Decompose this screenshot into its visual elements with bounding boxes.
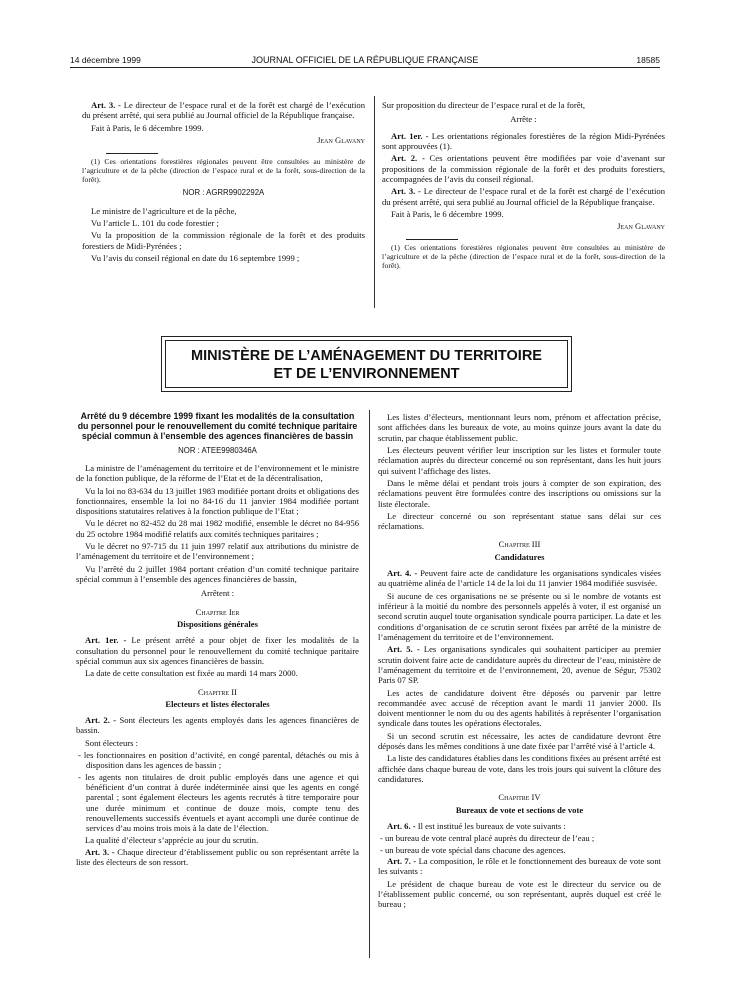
top-left-column xyxy=(82,100,365,265)
article-4: Art. 4. - Peuvent faire acte de candidature les organisations syndicales visées au quatrième alinéa de l’article 14 de la loi du 11 janvier 1984 modifiée susvisée. xyxy=(378,568,661,589)
column-divider xyxy=(369,410,370,958)
article-6: Art. 6. - Il est institué les bureaux de vote suivants : xyxy=(387,820,566,831)
chapter-4-title: Bureaux de vote et sections de vote xyxy=(455,804,584,815)
paragraph: Sont électeurs : xyxy=(85,737,138,748)
header-date: 14 décembre 1999 xyxy=(70,55,141,65)
footnote-rule xyxy=(406,239,458,240)
list-item: - les agents non titulaires de droit public employés dans une agence et qui bénéficient d’un contrat à durée indéterminée ainsi que les agents en congé parental ; sont également électeurs les agents recrutés à titre temporaire pour une durée minimum et continue de douze mois, compte tenu des renouvellements successifs éventuels et ayant accompli une durée continue de services d’au moins trois mois à la date de l’élection. xyxy=(78,771,359,834)
nor-reference: NOR : ATEE9980346A xyxy=(178,445,257,455)
chapter-1-title: Dispositions générales xyxy=(177,618,258,629)
paragraph: Vu l’article L. 101 du code forestier ; xyxy=(91,218,219,229)
top-right-column xyxy=(382,100,665,273)
chapter-2-title: Electeurs et listes électorales xyxy=(165,698,270,709)
paragraph: Si aucune de ces organisations ne se présente ou si le nombre de votants est inférieur à la moitié du nombre des personnels appelés à voter, il est organisé un second scrutin auquel toute organisation syndicale pourra participer. La date et les conditions d’organisation de ce scrutin seront fixées par arrêté de la ministre de l’aménagement du territoire et de l’environnement. xyxy=(378,590,661,642)
signature: Jean Glavany xyxy=(617,221,665,232)
ministry-line-1: MINISTÈRE DE L’AMÉNAGEMENT DU TERRITOIRE xyxy=(191,348,542,364)
paragraph: Vu l’avis du conseil régional en date du 16 septembre 1999 ; xyxy=(91,253,300,263)
ministry-line-2: ET DE L’ENVIRONNEMENT xyxy=(273,366,460,382)
chapter-3-title: Candidatures xyxy=(494,551,545,562)
paragraph: Vu la proposition de la commission régionale de la forêt et des produits forestiers de Midi-Pyrénées ; xyxy=(82,230,365,251)
footnote: (1) Ces orientations forestières régionales peuvent être consultées au ministère de l’agriculture et de la pêche (direction de l’espace rural et de la forêt, sous-direction de la forêt). xyxy=(382,243,665,270)
fait-a-paris: Fait à Paris, le 6 décembre 1999. xyxy=(91,122,204,133)
paragraph: Sur proposition du directeur de l’espace rural et de la forêt, xyxy=(382,100,586,110)
paragraph: La ministre de l’aménagement du territoire et de l’environnement et le ministre de la fonction publique, de la réforme de l’Etat et de la décentralisation, xyxy=(76,462,359,484)
footnote-rule xyxy=(106,153,158,154)
article-5: Art. 5. - Les organisations syndicales qui souhaitent participer au premier scrutin doivent faire acte de candidature auprès du directeur de l’eau, ministère de l’aménagement du territoire et de l’environnement, 20, avenue de Ségur, 75302 Paris 07 SP. xyxy=(378,644,661,686)
page-number: 18585 xyxy=(636,55,660,65)
signature: Jean Glavany xyxy=(317,134,365,145)
arrete: Arrête : xyxy=(510,114,537,125)
decree-title: Arrêté du 9 décembre 1999 fixant les modalités de la consultation du personnel pour le renouvellement du comité technique paritaire spécial commun à l’ensemble des agences financières de bassin xyxy=(77,411,358,441)
article-3: Art. 3. - Le directeur de l’espace rural et de la forêt est chargé de l’exécution du présent arrêté, qui sera publié au Journal officiel de la République française. xyxy=(82,100,365,121)
column-divider xyxy=(374,96,375,308)
paragraph: Si un second scrutin est nécessaire, les actes de candidature devront être déposés dans les mêmes conditions à une date fixée par l’arrêté visé à l’article 4. xyxy=(378,730,661,752)
paragraph: Les actes de candidature doivent être déposés ou parvenir par lettre recommandée avec accusé de réception avant le mardi 11 janvier 2000. Ils doivent mentionner le nom du ou des agents habilités à représenter l’organisation syndicale dans toutes les opérations électorales. xyxy=(378,687,661,729)
chapter-4: Chapitre IV xyxy=(498,792,541,803)
arretent: Arrêtent : xyxy=(200,588,235,599)
paragraph: Vu la loi no 83-634 du 13 juillet 1983 modifiée portant droits et obligations des fonctionnaires, ensemble la loi no 84-16 du 11 janvier 1984 modifiée portant dispositions statutaires relatives à la fonction publique de l’Etat ; xyxy=(76,485,359,517)
list-item: - les fonctionnaires en position d’activité, en congé parental, détachés ou mis à disposition dans les agences de bassin ; xyxy=(78,750,359,771)
ministry-heading xyxy=(165,340,568,388)
paragraph: Vu le décret no 82-452 du 28 mai 1982 modifié, ensemble le décret no 84-956 du 25 octobre 1984 modifié relatifs aux comités techniques paritaires ; xyxy=(76,518,359,539)
article-2: Art. 2. - Sont électeurs les agents employés dans les agences financières de bassin. xyxy=(76,715,359,736)
chapter-2: Chapitre II xyxy=(198,686,237,697)
paragraph: La qualité d’électeur s’apprécie au jour du scrutin. xyxy=(85,834,259,845)
list-item: - un bureau de vote spécial dans chacune des agences. xyxy=(380,844,566,855)
journal-title: JOURNAL OFFICIEL DE LA RÉPUBLIQUE FRANÇAISE xyxy=(251,55,479,65)
chapter-1: Chapitre Ier xyxy=(195,606,240,617)
paragraph: Le président de chaque bureau de vote est le directeur du service ou de l’établissement public concerné, ou son représentant, auprès duquel est créé le bureau ; xyxy=(378,878,661,910)
article-3: Art. 3. - Chaque directeur d’établissement public ou son représentant arrête la liste des électeurs de son ressort. xyxy=(76,846,359,868)
list-item: - un bureau de vote central placé auprès du directeur de l’eau ; xyxy=(380,833,595,844)
paragraph: Le ministre de l’agriculture et de la pêche, xyxy=(91,205,237,216)
paragraph: Vu l’arrêté du 2 juillet 1984 portant création d’un comité technique paritaire spécial commun à l’ensemble des agences financières de bassin, xyxy=(76,563,359,584)
header-rule xyxy=(70,67,660,68)
right-column xyxy=(378,412,661,911)
article-3: Art. 3. - Le directeur de l’espace rural et de la forêt est chargé de l’exécution du présent arrêté, qui sera publié au Journal officiel de la République française. xyxy=(382,186,665,207)
paragraph: Vu le décret no 97-715 du 11 juin 1997 relatif aux attributions du ministre de l’aménagement du territoire et de l’environnement ; xyxy=(76,541,359,562)
chapter-3: Chapitre III xyxy=(498,539,541,550)
article-1: Art. 1er. - Les orientations régionales forestières de la région Midi-Pyrénées sont approuvées (1). xyxy=(382,130,665,151)
article-2: Art. 2. - Ces orientations peuvent être modifiées par voie d’avenant sur propositions de la commission régionale de la forêt et des produits forestiers, accompagnées de l’avis du conseil régional. xyxy=(382,153,666,184)
fait-a-paris: Fait à Paris, le 6 décembre 1999. xyxy=(391,208,504,219)
article-7: Art. 7. - La composition, le rôle et le fonctionnement des bureaux de vote sont les suivants : xyxy=(378,855,661,877)
nor-reference: NOR : AGRR9902292A xyxy=(182,188,265,198)
paragraph: Les listes d’électeurs, mentionnant leurs nom, prénom et affectation précise, sont affichées dans les bureaux de vote, au moins quinze jours avant la date du scrutin, par chaque établissement public. xyxy=(378,412,661,443)
paragraph: Dans le même délai et pendant trois jours à compter de son expiration, des réclamations peuvent être formulées contre des inscriptions ou omissions sur la liste électorale. xyxy=(378,477,661,509)
left-column xyxy=(76,412,359,870)
paragraph: Le directeur concerné ou son représentant statue sans délai sur ces réclamations. xyxy=(378,510,661,532)
article-1: Art. 1er. - Le présent arrêté a pour objet de fixer les modalités de la consultation du personnel pour le renouvellement du comité technique paritaire spécial commun aux six agences financières de bassin. xyxy=(76,635,359,666)
paragraph: La liste des candidatures établies dans les conditions fixées au présent arrêté est affichée dans chaque bureau de vote, dans les trois jours qui suivent la clôture des candidatures. xyxy=(378,753,661,784)
paragraph: La date de cette consultation est fixée au mardi 14 mars 2000. xyxy=(85,668,298,679)
footnote: (1) Ces orientations forestières régionales peuvent être consultées au ministère de l’agriculture et de la pêche (direction de l’espace rural et de la forêt, sous-direction de la forêt). xyxy=(82,157,365,184)
paragraph: Les électeurs peuvent vérifier leur inscription sur les listes et formuler toute réclamation auprès du directeur concerné ou son représentant, dans les huit jours qui suivent l’affichage des listes. xyxy=(378,444,661,476)
